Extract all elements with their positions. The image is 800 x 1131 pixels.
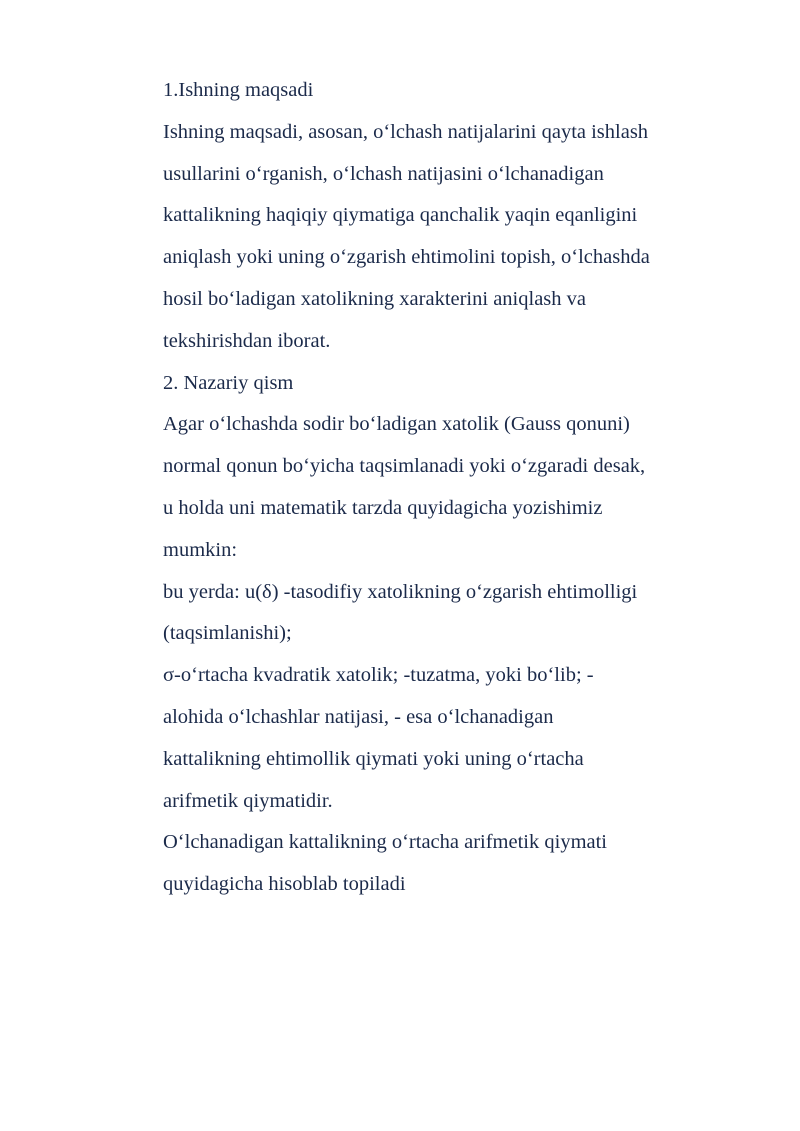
paragraph-line: quyidagicha hisoblab topiladi [163, 873, 406, 896]
paragraph-line: arifmetik qiymatidir. [163, 789, 333, 812]
paragraph-line: aniqlash yoki uning o‘zgarish ehtimolini topish, o‘lchashda [163, 246, 650, 269]
paragraph-line: Agar o‘lchashda sodir bo‘ladigan xatolik (Gauss qonuni) [163, 413, 630, 436]
paragraph-line: normal qonun bo‘yicha taqsimlanadi yoki o‘zgaradi desak, [163, 455, 646, 478]
paragraph-line: Ishning maqsadi, asosan, o‘lchash natijalarini qayta ishlash [163, 120, 649, 143]
section-heading-purpose: 1.Ishning maqsadi [163, 79, 314, 101]
paragraph-line: kattalikning ehtimollik qiymati yoki uning o‘rtacha [163, 747, 584, 770]
paragraph-line: (taqsimlanishi); [163, 622, 292, 645]
document-body [163, 70, 753, 906]
paragraph-line: hosil bo‘ladigan xatolikning xarakterini aniqlash va [163, 287, 586, 310]
paragraph-line: O‘lchanadigan kattalikning o‘rtacha arifmetik qiymati [163, 831, 608, 854]
paragraph-line: alohida o‘lchashlar natijasi, - esa o‘lchanadigan [163, 705, 554, 728]
paragraph-line: usullarini o‘rganish, o‘lchash natijasini o‘lchanadigan [163, 162, 604, 185]
paragraph-line: u holda uni matematik tarzda quyidagicha yozishimiz [163, 496, 603, 519]
paragraph-line: kattalikning haqiqiy qiymatiga qanchalik yaqin eqanligini [163, 204, 638, 227]
section-heading-theory: 2. Nazariy qism [163, 371, 294, 394]
paragraph-line: bu yerda: u(δ) -tasodifiy xatolikning o‘zgarish ehtimolligi [163, 580, 638, 603]
paragraph-line: mumkin: [163, 538, 238, 561]
paragraph-line: tekshirishdan iborat. [163, 329, 331, 352]
paragraph-line: σ-o‘rtacha kvadratik xatolik; -tuzatma, yoki bo‘lib; - [163, 664, 594, 687]
